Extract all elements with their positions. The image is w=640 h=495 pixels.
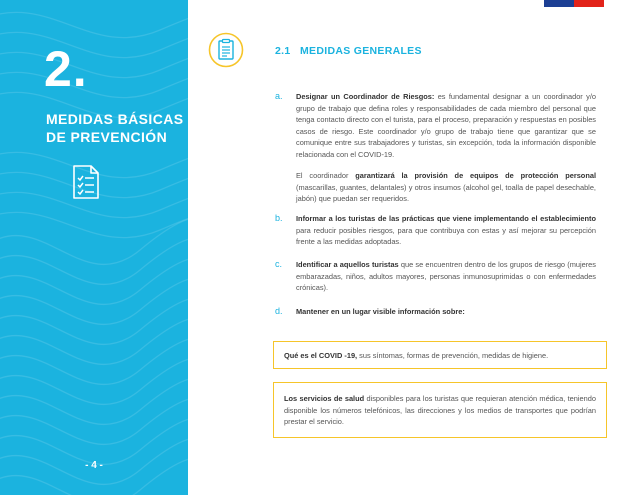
item-text: El coordinador bbox=[296, 171, 356, 180]
chapter-title: MEDIDAS BÁSICAS DE PREVENCIÓN bbox=[46, 111, 184, 145]
item-paragraph bbox=[296, 259, 596, 294]
wave-pattern bbox=[0, 0, 188, 495]
info-box-covid bbox=[273, 341, 607, 369]
clipboard-icon bbox=[208, 32, 244, 68]
chapter-sidebar bbox=[0, 0, 188, 495]
section-number: 2.1 bbox=[275, 45, 291, 57]
box-bold: Los servicios de salud bbox=[284, 394, 365, 403]
flag-blue-stripe bbox=[544, 0, 574, 7]
list-marker: b. bbox=[275, 213, 283, 223]
box-text: sus síntomas, formas de prevención, medidas de higiene. bbox=[357, 351, 549, 360]
item-bold: Designar un Coordinador de Riesgos: bbox=[296, 92, 435, 101]
page-number: - 4 - bbox=[85, 460, 103, 471]
box-bold: Qué es el COVID -19, bbox=[284, 351, 358, 360]
item-bold: Identificar a aquellos turistas bbox=[296, 260, 399, 269]
item-paragraph-2 bbox=[296, 170, 596, 205]
item-paragraph bbox=[296, 91, 596, 160]
item-text: es fundamental designar a un coordinador y/o grupo de trabajo que defina roles y responsabilidades de cada miembro del personal que tenga contacto directo con el turista, para el proceso, preparación y respuestas en posibles casos de riesgo. Este coordinador y/o grupo de trabajo tiene que garantizar que se comunique entre sus trabajadores y turistas, sin excepción, toda la información disponible relacionada con el COVID-19. bbox=[296, 92, 596, 159]
list-marker: a. bbox=[275, 91, 283, 101]
item-bold: Informar a los turistas de las prácticas que viene implementando el establecimiento bbox=[296, 214, 596, 223]
section-heading bbox=[275, 45, 422, 57]
item-text: que se encuentren dentro de los grupos de riesgo (mujeres embarazadas, niños, adultos mayores, personas inmunosuprimidas o con enfermedades crónicas). bbox=[296, 260, 596, 292]
box-text: disponibles para los turistas que requieran atención médica, teniendo disponible los números telefónicos, las direcciones y los medios de transportes que podrían prestar el servicio. bbox=[284, 394, 596, 426]
list-marker: c. bbox=[275, 259, 283, 269]
item-bold: garantizará la provisión de equipos de protección personal bbox=[355, 171, 596, 180]
section-title: MEDIDAS GENERALES bbox=[300, 45, 422, 57]
list-marker: d. bbox=[275, 306, 283, 316]
chapter-number: 2. bbox=[44, 41, 88, 97]
checklist-icon bbox=[72, 165, 100, 199]
item-text: (mascarillas, guantes, delantales) y otros insumos (alcohol gel, toalla de papel desechable, jabón) que puedan ser requeridos. bbox=[296, 182, 596, 203]
info-box-health-services bbox=[273, 382, 607, 438]
item-paragraph bbox=[296, 306, 596, 318]
item-bold: Mantener en un lugar visible información sobre: bbox=[296, 307, 465, 316]
item-paragraph bbox=[296, 213, 596, 248]
flag-bar bbox=[544, 0, 604, 7]
flag-red-stripe bbox=[574, 0, 604, 7]
item-text: para reducir posibles riesgos, para que contribuya con estas y así mejorar su percepción frente a las medidas adoptadas. bbox=[296, 225, 596, 246]
